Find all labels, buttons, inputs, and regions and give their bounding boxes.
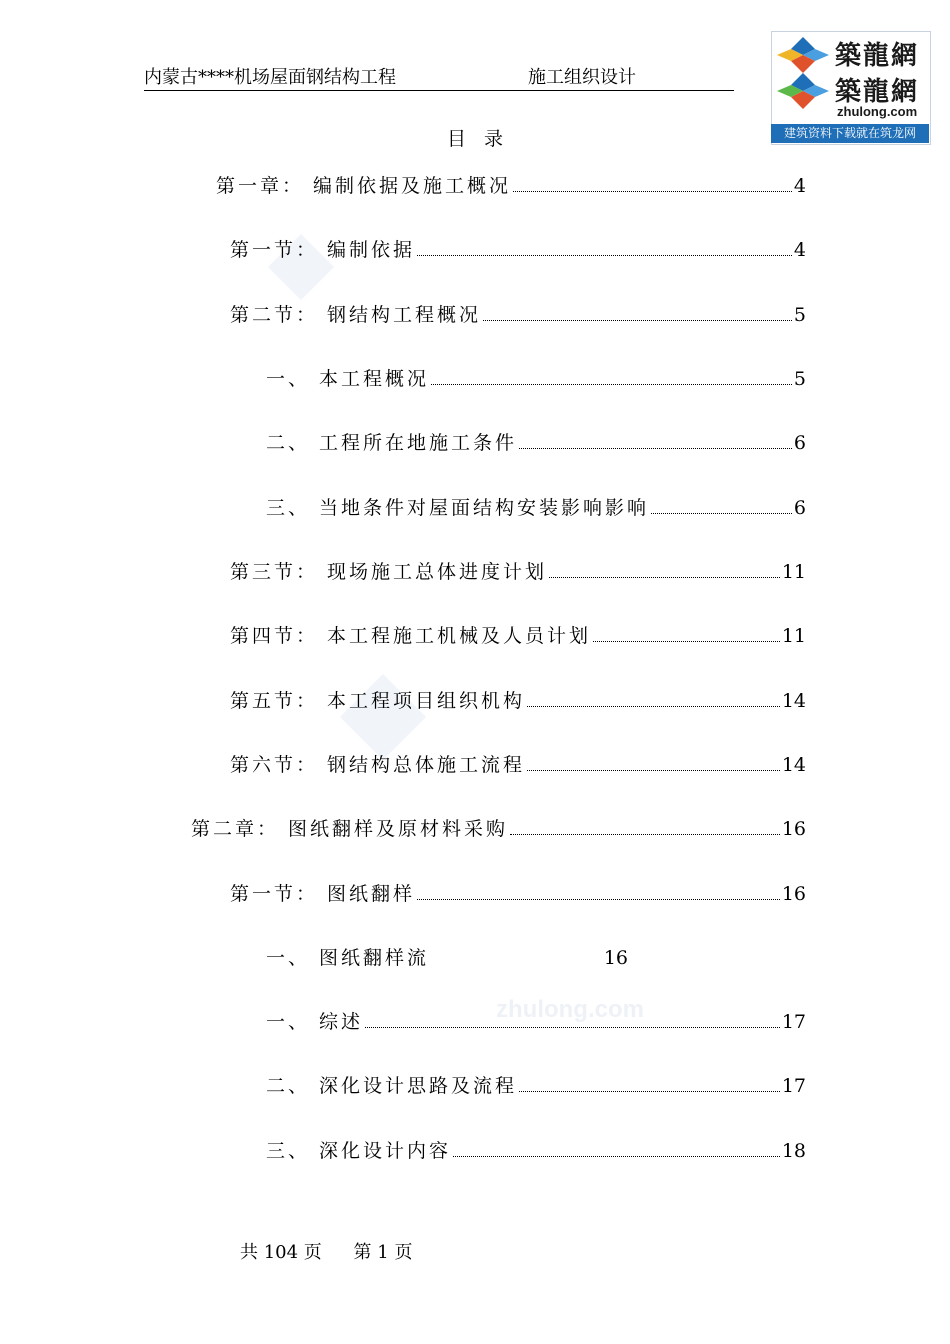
footer-current-page: 第 1 页 <box>353 1242 413 1263</box>
toc-leader-dots <box>549 577 780 578</box>
toc-entry[interactable] <box>230 880 806 908</box>
toc-entry-label: 三、 当地条件对屋面结构安装影响影响 <box>266 497 650 519</box>
toc-entry[interactable] <box>266 1008 806 1036</box>
toc-leader-dots <box>453 1156 780 1157</box>
toc-entry-page: 18 <box>781 1140 806 1162</box>
toc-entry-label: 第六节： 钢结构总体施工流程 <box>230 754 526 776</box>
toc-entry[interactable] <box>266 944 628 972</box>
toc-entry[interactable] <box>230 236 806 264</box>
toc-entry[interactable] <box>266 1072 806 1100</box>
page-header <box>144 66 734 91</box>
toc-entry-page: 16 <box>781 818 806 840</box>
toc-entry-label: 二、 深化设计思路及流程 <box>266 1075 518 1097</box>
toc-entry-page: 6 <box>793 497 806 519</box>
toc-entry-page: 11 <box>781 625 806 647</box>
toc-entry[interactable] <box>266 1137 806 1165</box>
toc-leader-dots <box>527 706 780 707</box>
toc-entry-page: 6 <box>793 432 806 454</box>
toc-entry-page: 4 <box>793 239 806 261</box>
logo-pinwheel-icon <box>775 35 831 75</box>
toc-entry-label: 第二节： 钢结构工程概况 <box>230 304 482 326</box>
toc-entry-page: 16 <box>603 947 628 969</box>
toc-title: 目录 <box>446 128 521 150</box>
toc-entry-label: 第一节： 图纸翻样 <box>230 883 416 905</box>
toc-entry[interactable] <box>230 622 806 650</box>
toc-entry-label: 一、 图纸翻样流 <box>266 947 430 969</box>
toc-entry[interactable] <box>191 815 806 843</box>
toc-entry[interactable] <box>216 172 806 200</box>
footer-total-pages: 共 104 页 <box>240 1242 322 1263</box>
toc-entry[interactable] <box>230 558 806 586</box>
toc-leader-dots <box>483 320 792 321</box>
toc-entry[interactable] <box>266 429 806 457</box>
toc-leader-dots <box>510 834 780 835</box>
watermark-diamond-icon <box>338 672 428 762</box>
toc-leader-dots <box>519 1091 780 1092</box>
toc-entry[interactable] <box>266 494 806 522</box>
toc-entry-page: 17 <box>781 1075 806 1097</box>
toc-entry-label: 第一章： 编制依据及施工概况 <box>216 175 512 197</box>
toc-entry-label: 第五节： 本工程项目组织机构 <box>230 690 526 712</box>
toc-entry[interactable] <box>230 301 806 329</box>
toc-leader-dots <box>431 384 792 385</box>
page-footer <box>240 1240 438 1266</box>
toc-entry-page: 14 <box>781 690 806 712</box>
toc-entry-label: 第三节： 现场施工总体进度计划 <box>230 561 548 583</box>
toc-leader-dots <box>417 899 780 900</box>
header-doc-type: 施工组织设计 <box>528 67 636 88</box>
toc-leader-dots <box>365 1027 780 1028</box>
logo-slogan: 建筑资料下载就在筑龙网 <box>771 124 929 143</box>
toc-entry-page: 17 <box>781 1011 806 1033</box>
toc-leader-dots <box>519 448 792 449</box>
logo-pinwheel-icon <box>775 71 831 111</box>
logo-text: 築龍網 <box>835 77 920 107</box>
toc-entry-label: 第四节： 本工程施工机械及人员计划 <box>230 625 592 647</box>
logo-url: zhulong.com <box>837 104 918 119</box>
toc-leader-dots <box>527 770 780 771</box>
toc-entry[interactable] <box>230 687 806 715</box>
toc-entry-label: 一、 综述 <box>266 1011 364 1033</box>
toc-entry-page: 4 <box>793 175 806 197</box>
toc-leader-dots <box>651 513 792 514</box>
toc-entry[interactable] <box>266 365 806 393</box>
toc-entry-label: 第一节： 编制依据 <box>230 239 416 261</box>
toc-entry-page: 5 <box>793 368 806 390</box>
logo-text: 築龍網 <box>835 41 920 71</box>
toc-entry[interactable] <box>230 751 806 779</box>
watermark-text: zhulong.com <box>496 996 644 1023</box>
toc-entry-label: 三、 深化设计内容 <box>266 1140 452 1162</box>
toc-entry-label: 一、 本工程概况 <box>266 368 430 390</box>
toc-leader-dots <box>593 641 780 642</box>
toc-entry-page: 5 <box>793 304 806 326</box>
toc-entry-page: 16 <box>781 883 806 905</box>
toc-entry-label: 二、 工程所在地施工条件 <box>266 432 518 454</box>
toc-leader-dots <box>513 191 792 192</box>
toc-entry-label: 第二章： 图纸翻样及原材料采购 <box>191 818 509 840</box>
toc-entry-page: 11 <box>781 561 806 583</box>
toc-leader-dots <box>417 255 792 256</box>
header-project-title: 内蒙古****机场屋面钢结构工程 <box>144 67 396 88</box>
toc-entry-page: 14 <box>781 754 806 776</box>
